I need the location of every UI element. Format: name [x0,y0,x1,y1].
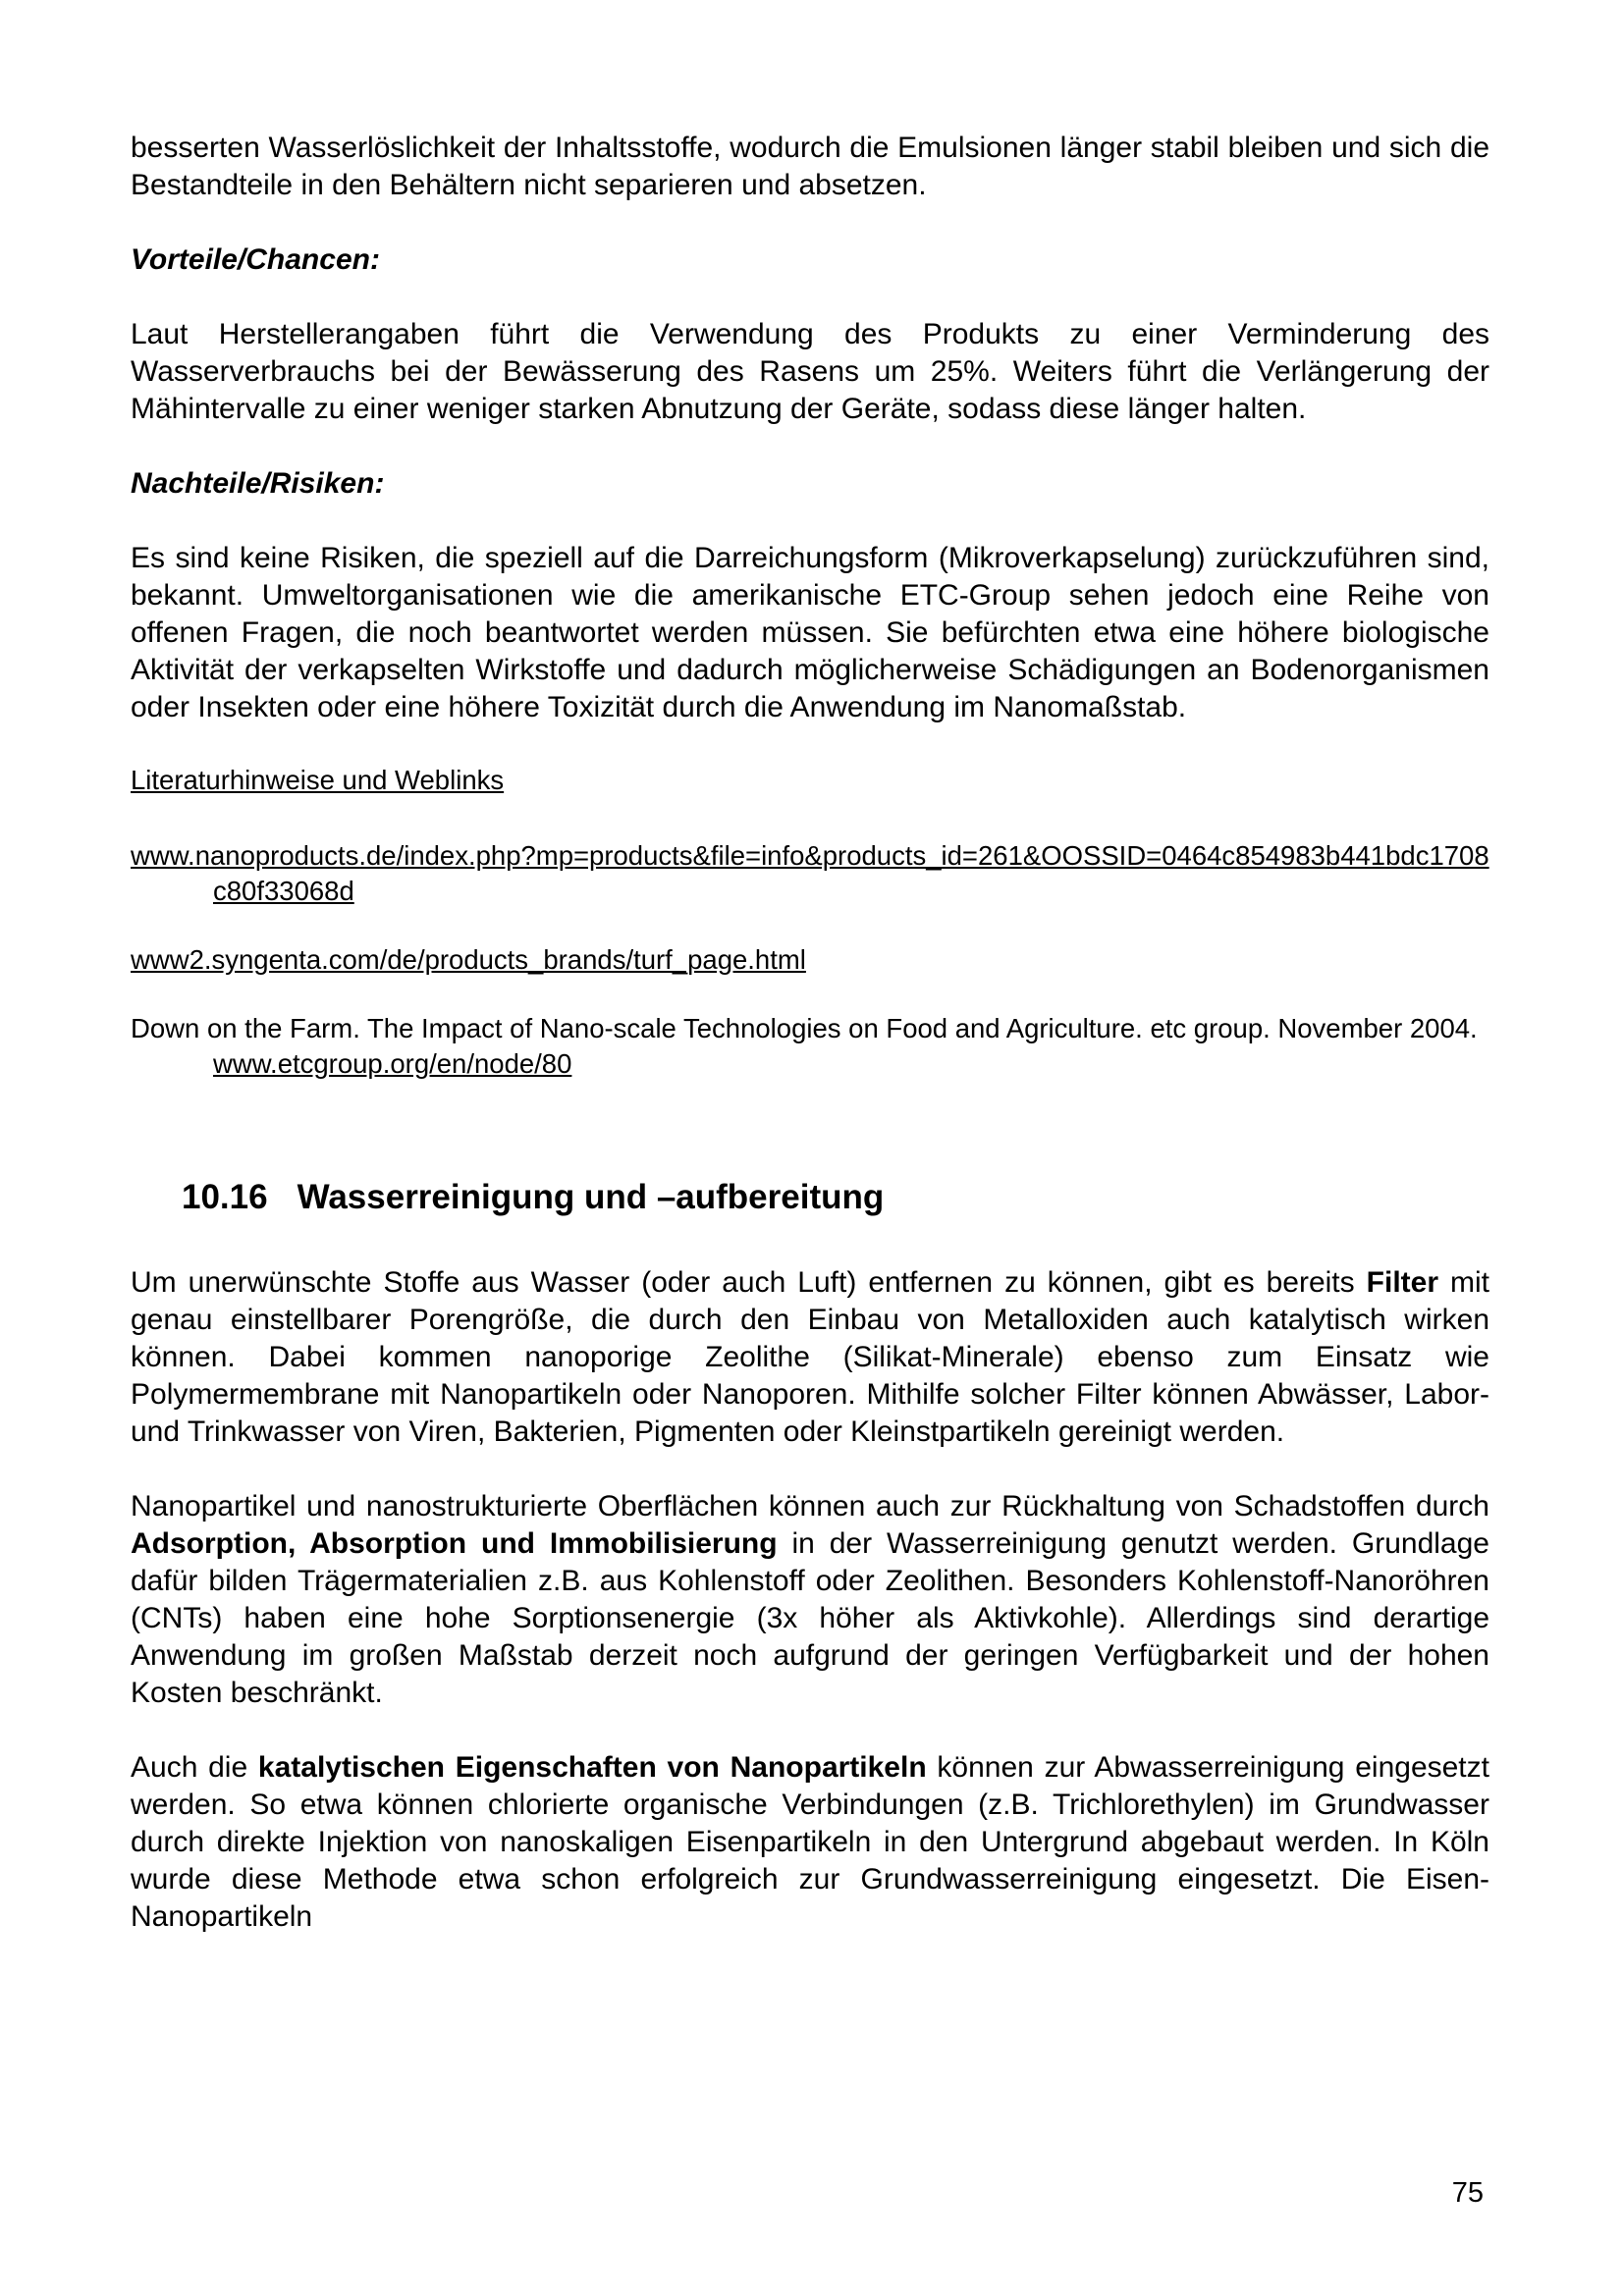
reference-text: Down on the Farm. The Impact of Nano-scale Technologies on Food and Agriculture. etc group. November 2004. [131,1013,1478,1043]
reference-nanoproducts [131,838,1489,909]
paragraph-continuation: besserten Wasserlöslichkeit der Inhaltsstoffe, wodurch die Emulsionen länger stabil bleiben und sich die Bestandteile in den Behältern nicht separieren und absetzen. [131,132,1489,201]
nanoproducts-link[interactable]: www.nanoproducts.de/index.php?mp=products&file=info&products_id=261&OOSSID=0464c854983b441bdc1708c80f33068d [131,840,1489,906]
reference-syngenta [131,942,1489,978]
heading-vorteile-chancen: Vorteile/Chancen: [131,243,380,276]
paragraph-filter [131,1264,1489,1451]
reference-down-on-the-farm [131,1011,1489,1082]
paragraph-filter-bold: Filter [1366,1266,1439,1299]
paragraph-adsorption [131,1488,1489,1712]
paragraph-adsorption-bold: Adsorption, Absorption und Immobilisierung [131,1527,778,1560]
paragraph-katalytisch-text1: Auch die [131,1751,258,1784]
paragraph-katalytisch-text2: können zur Abwasserreinigung eingesetzt werden. So etwa können chlorierte organische Verbindungen (z.B. Trichlorethylen) im Grundwasser durch direkte Injektion von nanoskaligen Eisenpartikeln in den Untergrund abgebaut werden. In Köln wurde diese Methode etwa schon erfolgreich zur Grundwasserreinigung eingesetzt. Die Eisen-Nanopartikeln [131,1751,1489,1933]
syngenta-link[interactable]: www2.syngenta.com/de/products_brands/turf_page.html [131,944,806,975]
section-heading-10-16 [182,1176,1489,1219]
paragraph-katalytisch-bold: katalytischen Eigenschaften von Nanopartikeln [257,1751,927,1784]
section-number: 10.16 [182,1178,268,1216]
paragraph-adsorption-text2: in der Wasserreinigung genutzt werden. Grundlage dafür bilden Trägermaterialien z.B. aus Kohlenstoff oder Zeolithen. Besonders Kohlenstoff-Nanoröhren (CNTs) haben eine hohe Sorptionsenergie (3x höher als Aktivkohle). Allerdings sind derartige Anwendung im großen Maßstab derzeit noch aufgrund der geringen Verfügbarkeit und der hohen Kosten beschränkt. [131,1527,1489,1709]
paragraph-adsorption-text1: Nanopartikel und nanostrukturierte Oberflächen können auch zur Rückhaltung von Schadstoffen durch [131,1490,1489,1522]
page-number: 75 [1451,2177,1484,2209]
heading-nachteile-risiken: Nachteile/Risiken: [131,467,385,500]
paragraph-nachteile: Es sind keine Risiken, die speziell auf die Darreichungsform (Mikroverkapselung) zurückzuführen sind, bekannt. Umweltorganisationen wie die amerikanische ETC-Group sehen jedoch eine Reihe von offenen Fragen, die noch beantwortet werden müssen. Sie befürchten etwa eine höhere biologische Aktivität der verkapselten Wirkstoffe und dadurch möglicherweise Schädigungen an Bodenorganismen oder Insekten oder eine höhere Toxizität durch die Anwendung im Nanomaßstab. [131,542,1489,723]
etcgroup-link[interactable]: www.etcgroup.org/en/node/80 [213,1048,572,1079]
paragraph-vorteile: Laut Herstellerangaben führt die Verwendung des Produkts zu einer Verminderung des Wasserverbrauchs bei der Bewässerung des Rasens um 25%. Weiters führt die Verlängerung der Mähintervalle zu einer weniger starken Abnutzung der Geräte, sodass diese länger halten. [131,318,1489,425]
paragraph-katalytisch [131,1749,1489,1936]
section-title: Wasserreinigung und –aufbereitung [297,1178,885,1216]
paragraph-filter-text1: Um unerwünschte Stoffe aus Wasser (oder auch Luft) entfernen zu können, gibt es bereits [131,1266,1367,1299]
paragraph-filter-text2: mit genau einstellbarer Porengröße, die durch den Einbau von Metalloxiden auch katalytisch wirken können. Dabei kommen nanoporige Zeolithe (Silikat-Minerale) ebenso zum Einsatz wie Polymermembrane mit Nanopartikeln oder Nanoporen. Mithilfe solcher Filter können Abwässer, Labor- und Trinkwasser von Viren, Bakterien, Pigmenten oder Kleinstpartikeln gereinigt werden. [131,1266,1490,1448]
heading-literaturhinweise: Literaturhinweise und Weblinks [131,765,505,795]
